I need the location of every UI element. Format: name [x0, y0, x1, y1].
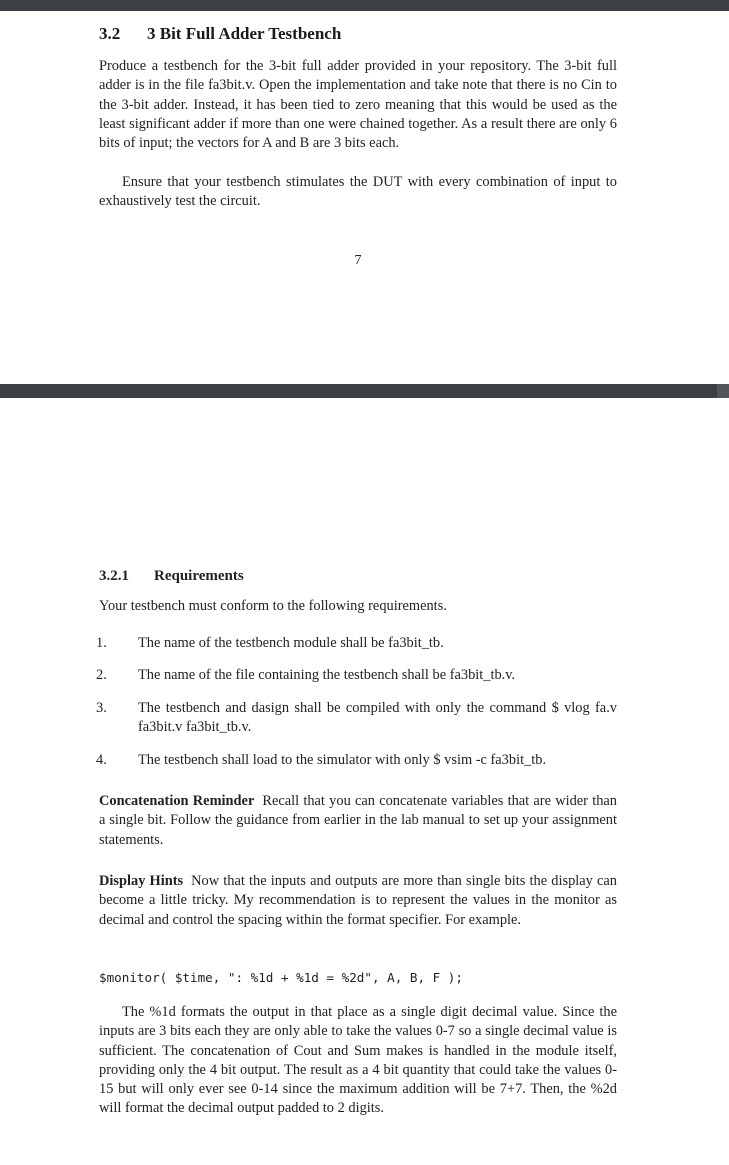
viewer-top-bar [0, 0, 729, 11]
scrollbar-track[interactable] [717, 384, 729, 398]
pdf-page-7 [0, 11, 729, 384]
list-item-number: 3. [96, 700, 107, 716]
display-hints-heading: Display Hints [99, 873, 184, 889]
list-item-text: The name of the testbench module shall be fa3bit_tb. [138, 635, 444, 651]
concatenation-reminder-text: Recall that you can concatenate variables that are wider than a single bit. Follow the guidance from earlier in the lab manual to set up your assignment statements. [99, 793, 617, 848]
concatenation-reminder-paragraph [99, 792, 617, 850]
page-number: 7 [354, 253, 362, 268]
list-item-text: The testbench and dasign shall be compiled with only the command $ vlog fa.v fa3bit.v fa3bit_tb.v. [138, 700, 617, 736]
list-item-number: 4. [96, 752, 107, 768]
display-hints-paragraph [99, 872, 617, 930]
section-number: 3.2 [99, 24, 121, 43]
page-separator [0, 384, 729, 398]
section-title: 3 Bit Full Adder Testbench [147, 24, 342, 43]
display-hints-text: Now that the inputs and outputs are more than single bits the display can become a little tricky. My recommendation is to represent the values in the monitor as decimal and control the spacing within the format specifier. For example. [99, 873, 617, 928]
monitor-code-line: $monitor( $time, ": %1d + %1d = %2d", A, B, F ); [99, 970, 463, 985]
format-explanation-paragraph: The %1d formats the output in that place as a single digit decimal value. Since the inputs are 3 bits each they are only able to take the values 0-7 so a single decimal value is sufficient. The concatenation of Cout and Sum makes is handled in the module itself, providing only the 4 bit output. The result as a 4 bit quantity that could take the values 0-15 but will only ever see 0-14 since the maximum addition will be 7+7. Then, the %2d will format the decimal output padded to 2 digits. [99, 1004, 617, 1117]
list-item-number: 2. [96, 667, 107, 683]
subsection-heading [99, 568, 244, 585]
list-item [96, 666, 617, 685]
subsection-title: Requirements [154, 568, 244, 584]
section-heading [99, 24, 341, 44]
list-item [96, 634, 617, 653]
list-item-text: The name of the file containing the testbench shall be fa3bit_tb.v. [138, 667, 516, 683]
pdf-page-8 [0, 398, 729, 1165]
section-paragraph-1: Produce a testbench for the 3-bit full adder provided in your repository. The 3-bit full adder is in the file fa3bit.v. Open the implementation and take note that there is no Cin to the 3-bit adder. Instead, it has been tied to zero meaning that this would be used as the least significant adder if more than one were chained together. As a result there are only 6 bits of input; the vectors for A and B are 3 bits each. [99, 58, 617, 152]
list-item-number: 1. [96, 635, 107, 651]
section-paragraph-2: Ensure that your testbench stimulates the DUT with every combination of input to exhaustively test the circuit. [99, 174, 617, 210]
list-item [96, 699, 617, 738]
concatenation-reminder-heading: Concatenation Reminder [99, 793, 255, 809]
list-item-text: The testbench shall load to the simulator with only $ vsim -c fa3bit_tb. [138, 752, 547, 768]
list-item [96, 751, 617, 770]
requirements-intro: Your testbench must conform to the following requirements. [99, 598, 447, 614]
subsection-number: 3.2.1 [99, 568, 129, 584]
